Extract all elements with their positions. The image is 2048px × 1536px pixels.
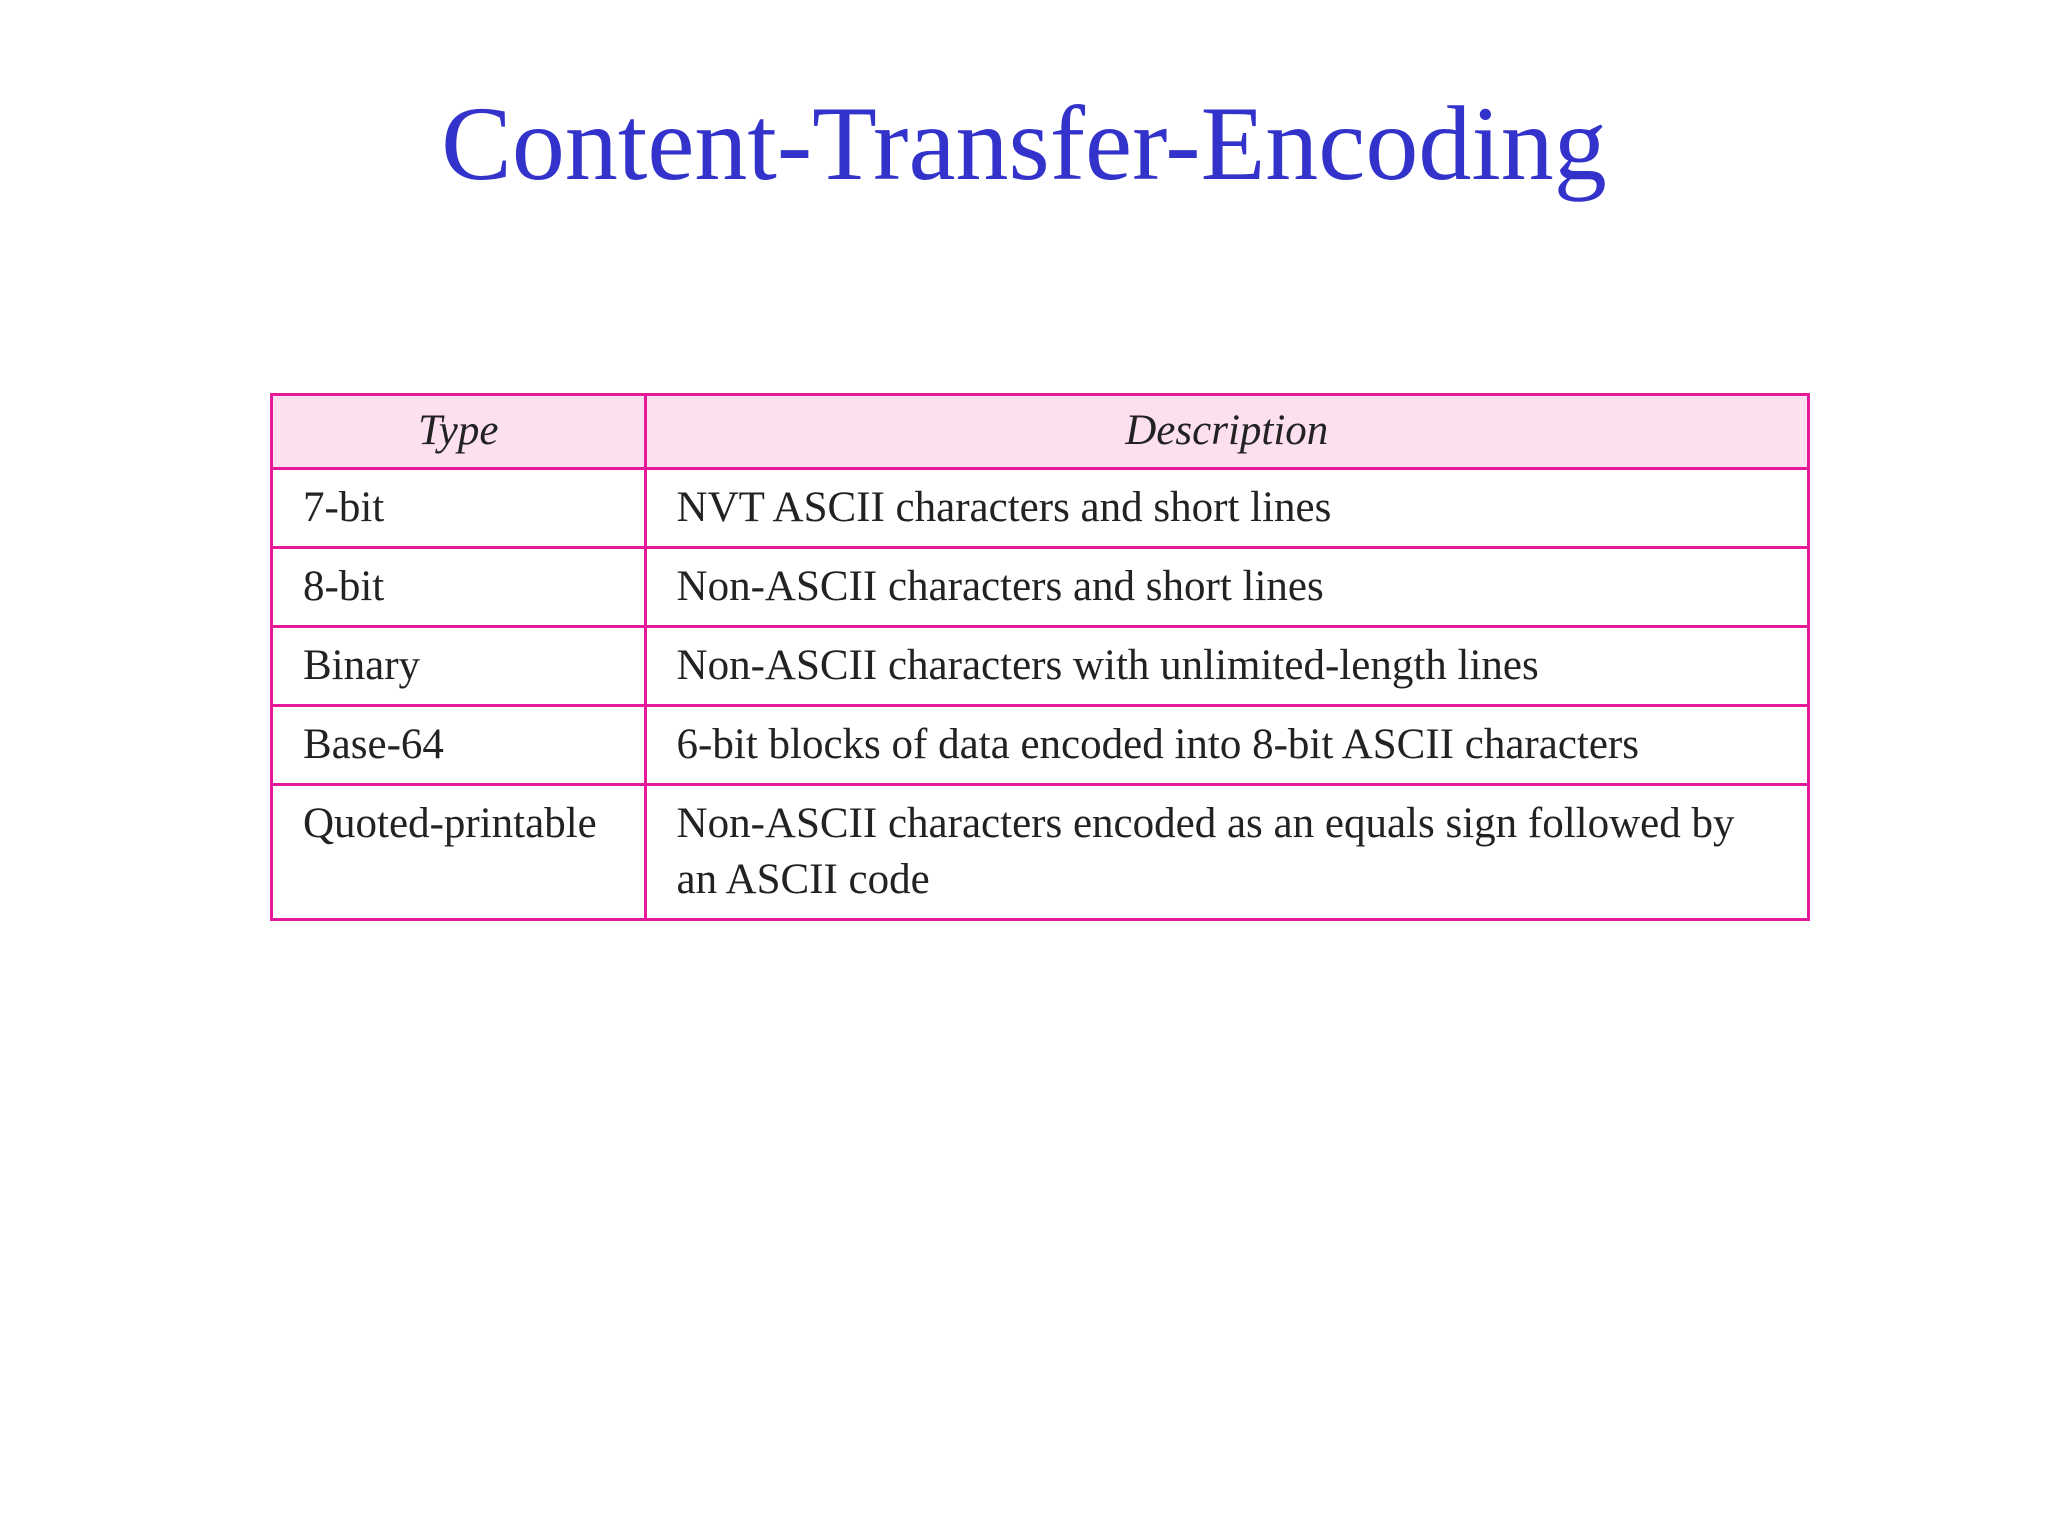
- table-row: [272, 469, 1809, 548]
- cell-type: 8-bit: [272, 548, 646, 627]
- header-description: Description: [645, 395, 1808, 469]
- table-row: [272, 706, 1809, 785]
- cell-description: Non-ASCII characters with unlimited-length lines: [645, 627, 1808, 706]
- cell-description: Non-ASCII characters encoded as an equals sign followed by an ASCII code: [645, 785, 1808, 920]
- cell-type: Binary: [272, 627, 646, 706]
- table-row: [272, 548, 1809, 627]
- cell-description: 6-bit blocks of data encoded into 8-bit ASCII characters: [645, 706, 1808, 785]
- header-type: Type: [272, 395, 646, 469]
- table-row: [272, 785, 1809, 920]
- table-header-row: [272, 395, 1809, 469]
- cell-type: Quoted-printable: [272, 785, 646, 920]
- cell-description: Non-ASCII characters and short lines: [645, 548, 1808, 627]
- cell-type: Base-64: [272, 706, 646, 785]
- cell-description: NVT ASCII characters and short lines: [645, 469, 1808, 548]
- cell-type: 7-bit: [272, 469, 646, 548]
- table-row: [272, 627, 1809, 706]
- slide-title: Content-Transfer-Encoding: [441, 85, 1607, 202]
- encoding-table: [270, 393, 1810, 921]
